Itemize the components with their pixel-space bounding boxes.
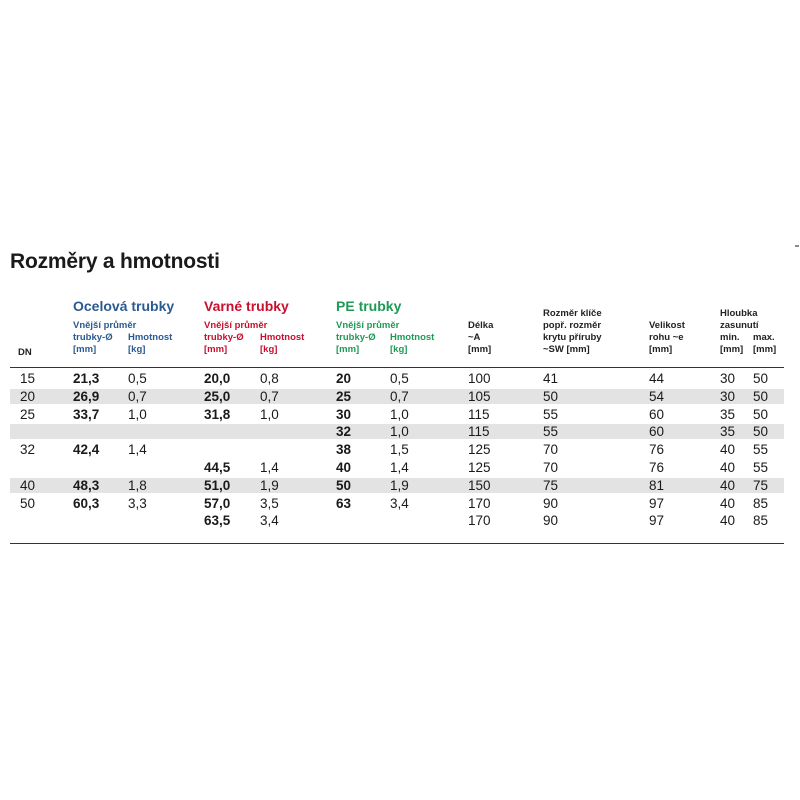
header-pe-title: PE trubky [336,298,402,314]
table-row [10,371,784,386]
cell-length: 170 [468,513,491,529]
cell-steel-mass: 1,0 [128,406,147,422]
cell-pe-diameter: 50 [336,477,352,493]
cell-steel-diameter: 42,4 [73,442,100,458]
edge-mark [795,245,799,247]
header-press-diameter [204,320,267,356]
cell-length: 170 [468,495,491,511]
cell-steel-mass: 0,7 [128,388,147,404]
cell-press-mass: 3,4 [260,513,279,529]
header-steel-dia-line2: trubky-Ø [73,332,113,343]
header-corner-line2: rohu ~e [649,332,684,343]
header-pe-dia-line1: Vnější průměr [336,320,400,331]
cell-depth-max: 50 [753,388,769,404]
cell-depth-max: 75 [753,477,769,493]
header-dn: DN [18,347,32,358]
cell-steel-diameter: 26,9 [73,388,100,404]
cell-press-diameter: 25,0 [204,388,231,404]
cell-press-mass: 0,7 [260,388,279,404]
cell-pe-diameter: 63 [336,495,352,511]
cell-steel-mass: 1,4 [128,442,147,458]
cell-key-size: 75 [543,477,559,493]
header-steel-mass-label: Hmotnost [128,332,173,343]
header-depth-min-label: min. [720,332,740,343]
header-steel-mass-unit: [kg] [128,344,146,355]
cell-key-size: 90 [543,513,559,529]
cell-pe-mass: 1,4 [390,460,409,475]
header-depth-line2: zasunutí [720,320,759,331]
header-press-dia-line1: Vnější průměr [204,320,268,331]
header-key-size [543,308,602,356]
page-title: Rozměry a hmotnosti [10,250,220,273]
cell-steel-diameter: 21,3 [73,371,100,386]
cell-steel-mass: 1,8 [128,477,147,493]
cell-depth-min: 40 [720,477,736,493]
header-press-mass-label: Hmotnost [260,332,305,343]
table-row [10,513,784,528]
cell-depth-min: 35 [720,406,736,422]
cell-depth-min: 40 [720,442,736,458]
cell-dn: 40 [20,477,36,493]
header-length-line3: [mm] [468,344,492,355]
cell-depth-max: 85 [753,495,769,511]
cell-depth-max: 55 [753,442,769,458]
cell-pe-mass: 1,9 [390,477,409,493]
cell-pe-diameter: 30 [336,406,352,422]
cell-key-size: 55 [543,424,559,440]
cell-length: 100 [468,371,491,386]
cell-depth-max: 50 [753,371,769,386]
cell-pe-diameter: 20 [336,371,352,386]
cell-pe-mass: 0,7 [390,388,409,404]
cell-key-size: 70 [543,442,559,458]
header-corner-size [649,320,685,356]
cell-press-diameter: 51,0 [204,477,231,493]
table-row [10,389,784,404]
dimensions-table [10,367,784,544]
table-row [10,478,784,493]
header-pe-mass-label: Hmotnost [390,332,435,343]
cell-press-diameter: 31,8 [204,406,231,422]
cell-steel-diameter: 60,3 [73,495,100,511]
header-press-dia-line2: trubky-Ø [204,332,244,343]
cell-key-size: 55 [543,406,559,422]
cell-press-diameter: 57,0 [204,495,231,511]
cell-press-mass: 1,0 [260,406,279,422]
header-steel-diameter [73,320,136,356]
header-steel-title: Ocelová trubky [73,298,175,314]
header-key-line4: ~SW [mm] [543,344,590,355]
cell-press-mass: 3,5 [260,495,279,511]
cell-depth-max: 50 [753,406,769,422]
cell-corner-size: 76 [649,460,665,475]
cell-length: 150 [468,477,491,493]
cell-length: 105 [468,388,491,404]
table-row [10,407,784,422]
cell-depth-min: 40 [720,513,736,529]
cell-depth-min: 40 [720,460,736,475]
cell-press-mass: 0,8 [260,371,279,386]
header-pe-dia-unit: [mm] [336,344,360,355]
cell-depth-min: 30 [720,371,736,386]
header-length [468,320,493,356]
cell-dn: 50 [20,495,36,511]
table-row [10,496,784,511]
cell-length: 115 [468,406,490,422]
header-steel-dia-line1: Vnější průměr [73,320,137,331]
cell-dn: 15 [20,371,36,386]
cell-press-mass: 1,4 [260,460,279,475]
header-depth-max [753,332,776,356]
cell-depth-min: 35 [720,424,736,440]
cell-key-size: 70 [543,460,559,475]
cell-press-mass: 1,9 [260,477,279,493]
header-steel-dia-unit: [mm] [73,344,97,355]
cell-corner-size: 60 [649,406,665,422]
cell-length: 125 [468,442,491,458]
cell-pe-mass: 1,0 [390,406,409,422]
header-press-mass-unit: [kg] [260,344,278,355]
cell-depth-max: 85 [753,513,769,529]
header-depth [720,308,759,332]
cell-pe-mass: 0,5 [390,371,409,386]
header-key-line3: krytu příruby [543,332,602,343]
cell-pe-diameter: 25 [336,388,352,404]
header-length-line1: Délka [468,320,494,331]
table-row [10,424,784,439]
header-corner-line3: [mm] [649,344,673,355]
cell-press-diameter: 20,0 [204,371,231,386]
header-length-line2: ~A [468,332,481,343]
cell-corner-size: 81 [649,477,665,493]
cell-press-diameter: 44,5 [204,460,231,475]
cell-key-size: 90 [543,495,559,511]
cell-dn: 25 [20,406,36,422]
header-key-line1: Rozměr klíče [543,308,602,319]
cell-length: 125 [468,460,491,475]
cell-corner-size: 76 [649,442,665,458]
cell-length: 115 [468,424,490,440]
header-depth-line1: Hloubka [720,308,758,319]
header-key-line2: popř. rozměr [543,320,602,331]
cell-pe-diameter: 38 [336,442,352,458]
header-press-mass [260,332,304,356]
header-corner-line1: Velikost [649,320,685,331]
cell-pe-mass: 1,0 [390,424,409,440]
cell-key-size: 50 [543,388,559,404]
cell-pe-diameter: 40 [336,460,352,475]
header-steel-mass [128,332,172,356]
cell-press-diameter: 63,5 [204,513,231,529]
cell-corner-size: 97 [649,495,665,511]
header-press-title: Varné trubky [204,298,289,314]
cell-corner-size: 60 [649,424,665,440]
cell-corner-size: 97 [649,513,665,529]
header-depth-max-label: max. [753,332,775,343]
header-pe-dia-line2: trubky-Ø [336,332,376,343]
cell-corner-size: 54 [649,388,665,404]
cell-depth-max: 50 [753,424,769,440]
cell-depth-max: 55 [753,460,769,475]
cell-steel-mass: 0,5 [128,371,147,386]
header-press-dia-unit: [mm] [204,344,228,355]
cell-pe-mass: 1,5 [390,442,409,458]
table-row [10,460,784,475]
cell-steel-diameter: 48,3 [73,477,100,493]
cell-pe-diameter: 32 [336,424,352,440]
header-depth-min [720,332,743,356]
cell-steel-mass: 3,3 [128,495,147,511]
cell-dn: 20 [20,388,36,404]
cell-depth-min: 30 [720,388,736,404]
cell-key-size: 41 [543,371,559,386]
cell-corner-size: 44 [649,371,665,386]
table-row [10,442,784,457]
cell-depth-min: 40 [720,495,736,511]
header-depth-max-unit: [mm] [753,344,777,355]
cell-dn: 32 [20,442,36,458]
header-pe-mass-unit: [kg] [390,344,408,355]
cell-steel-diameter: 33,7 [73,406,100,422]
header-depth-min-unit: [mm] [720,344,744,355]
header-pe-mass [390,332,434,356]
cell-pe-mass: 3,4 [390,495,409,511]
